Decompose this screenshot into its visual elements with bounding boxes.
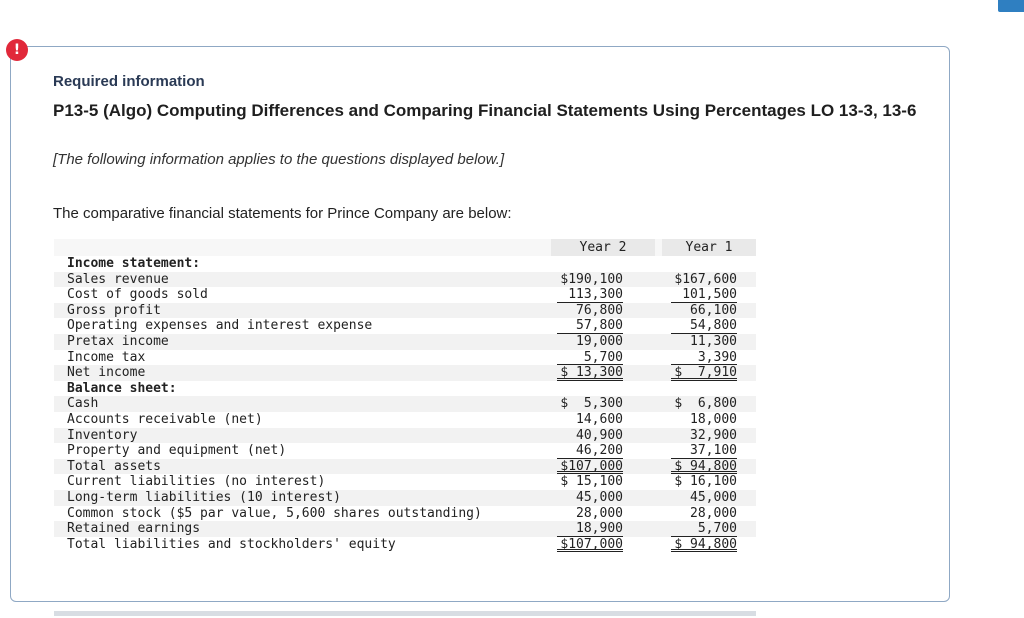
row-label: Gross profit <box>67 302 161 318</box>
table-row <box>54 474 756 490</box>
table-row <box>54 459 756 475</box>
value-year1: $ 6,800 <box>674 396 737 412</box>
row-label: Long-term liabilities (10 interest) <box>67 489 341 505</box>
section-row-income <box>54 256 756 272</box>
value-year1: 11,300 <box>690 333 737 349</box>
row-label: Operating expenses and interest expense <box>67 318 373 334</box>
value-year1: 18,000 <box>690 411 737 427</box>
table-row <box>54 537 756 553</box>
value-year2: 19,000 <box>576 333 623 349</box>
row-label: Total liabilities and stockholders' equity <box>67 536 396 552</box>
value-year1: 66,100 <box>690 302 737 318</box>
required-info-card <box>10 46 950 602</box>
section-heading-balance: Balance sheet: <box>67 380 177 396</box>
section-row-balance <box>54 381 756 397</box>
corner-tab[interactable] <box>998 0 1024 12</box>
value-year1: 54,800 <box>671 318 737 334</box>
financial-statements-table <box>54 239 756 552</box>
value-year2: 18,900 <box>557 521 623 537</box>
table-row <box>54 272 756 288</box>
value-year1: $ 7,910 <box>671 365 737 381</box>
table-row <box>54 521 756 537</box>
required-info-heading: Required information <box>53 73 205 90</box>
row-label: Accounts receivable (net) <box>67 411 263 427</box>
row-label: Sales revenue <box>67 271 169 287</box>
value-year2: 40,900 <box>576 427 623 443</box>
value-year2: 45,000 <box>576 489 623 505</box>
row-label: Current liabilities (no interest) <box>67 474 326 490</box>
row-label: Property and equipment (net) <box>67 443 287 459</box>
row-label: Cost of goods sold <box>67 287 208 303</box>
value-year2: 76,800 <box>576 302 623 318</box>
value-year1: 32,900 <box>690 427 737 443</box>
table-row <box>54 443 756 459</box>
value-year2: $ 5,300 <box>560 396 623 412</box>
table-header-row <box>54 239 756 256</box>
alert-icon: ! <box>6 39 28 61</box>
value-year2: 113,300 <box>557 287 623 303</box>
value-year1: $ 94,800 <box>671 459 737 475</box>
value-year2: 46,200 <box>557 443 623 459</box>
row-label: Income tax <box>67 349 146 365</box>
problem-title: P13-5 (Algo) Computing Differences and Comparing Financial Statements Using Percentages LO 13-3, 13-6 <box>53 101 917 120</box>
value-year1: $ 94,800 <box>671 537 737 553</box>
table-bottom-bar <box>54 611 756 616</box>
table-row <box>54 318 756 334</box>
value-year2: 57,800 <box>557 318 623 334</box>
value-year2: $190,100 <box>560 271 623 287</box>
column-header-year1: Year 1 <box>662 239 756 256</box>
row-label: Inventory <box>67 427 138 443</box>
table-row <box>54 334 756 350</box>
info-note: [The following information applies to the questions displayed below.] <box>53 151 505 168</box>
table-row <box>54 506 756 522</box>
value-year1: 28,000 <box>690 505 737 521</box>
table-row <box>54 287 756 303</box>
value-year1: 5,700 <box>671 521 737 537</box>
table-row <box>54 365 756 381</box>
value-year2: $ 15,100 <box>560 474 623 490</box>
value-year1: $167,600 <box>674 271 737 287</box>
table-row <box>54 303 756 319</box>
value-year2: 5,700 <box>557 350 623 366</box>
table-row <box>54 350 756 366</box>
value-year1: 37,100 <box>671 443 737 459</box>
row-label: Net income <box>67 365 146 381</box>
intro-text: The comparative financial statements for Prince Company are below: <box>53 205 512 222</box>
value-year2: 28,000 <box>576 505 623 521</box>
value-year1: 45,000 <box>690 489 737 505</box>
value-year1: 3,390 <box>671 350 737 366</box>
row-label: Total assets <box>67 458 161 474</box>
value-year2: $107,000 <box>557 537 623 553</box>
column-header-year2: Year 2 <box>551 239 655 256</box>
table-row <box>54 396 756 412</box>
value-year2: 14,600 <box>576 411 623 427</box>
value-year2: $ 13,300 <box>557 365 623 381</box>
section-heading-income: Income statement: <box>67 256 201 271</box>
row-label: Pretax income <box>67 333 169 349</box>
row-label: Common stock ($5 par value, 5,600 shares outstanding) <box>67 505 482 521</box>
table-row <box>54 412 756 428</box>
row-label: Cash <box>67 396 99 412</box>
value-year1: $ 16,100 <box>674 474 737 490</box>
value-year2: $107,000 <box>557 459 623 475</box>
table-row <box>54 428 756 444</box>
table-row <box>54 490 756 506</box>
row-label: Retained earnings <box>67 521 201 537</box>
value-year1: 101,500 <box>671 287 737 303</box>
